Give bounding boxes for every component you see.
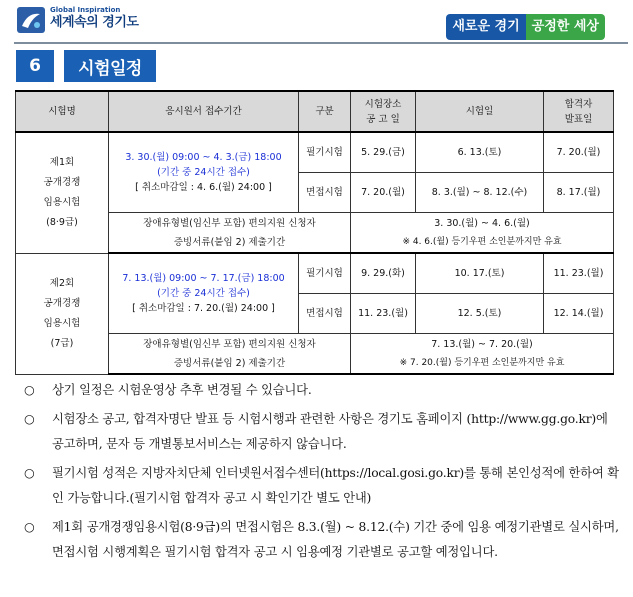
exam2-name-cell [16,253,109,374]
exam2-support-period-cell [351,334,614,375]
exam1-support-note: ※ 4. 6.(월) 등기우편 소인분까지만 유효 [402,236,562,247]
exam2-period-main: 7. 13.(월) 09:00 ~ 7. 17.(금) 18:00 [122,273,285,284]
exam2-interview-date: 12. 5.(토) [416,294,544,334]
exam1-interview-type: 면접시험 [299,173,351,213]
note-text: 시험장소 공고, 합격자명단 발표 등 시험시행과 관련한 사항은 경기도 홈페이지 (http://www.gg.go.kr)에 공고하며, 문자 등 개별통보서비스는 제공하지 않습니다. [52,412,608,451]
slogan-part-2: 공정한 세상 [526,14,605,40]
exam2-support-line2: 증빙서류(붙임 2) 제출기간 [173,357,286,369]
exam1-name-line: (8·9급) [46,216,78,228]
exam1-period-cell [109,132,299,213]
exam2-cancel-deadline: [ 취소마감일 : 7. 20.(월) 24:00 ] [132,303,275,314]
bullet-icon: ○ [24,520,35,534]
exam1-interview-date: 8. 3.(월) ~ 8. 12.(수) [416,173,544,213]
note-text: 제1회 공개경쟁임용시험(8·9급)의 면접시험은 8.3.(월) ~ 8.12.(수) 기간 중에 임용 예정기관별로 실시하며, 면접시험 시행계획은 필기시험 합격자 공고 시 임용예정 기관별로 공고할 예정입니다. [52,520,619,559]
note-text: 상기 일정은 시험운영상 추후 변경될 수 있습니다. [52,383,312,397]
exam-schedule-table [15,90,614,375]
gyeonggi-logo-icon [16,6,46,34]
exam2-interview-venue: 11. 23.(월) [351,294,416,334]
exam2-support-note: ※ 7. 20.(월) 등기우편 소인분까지만 유효 [399,357,565,368]
list-item [20,378,620,403]
header-exam-date: 시험일 [416,91,544,132]
header-result-line2: 발표일 [564,113,593,125]
header-exam-name: 시험명 [16,91,109,132]
exam1-written-venue: 5. 29.(금) [351,132,416,173]
header-type: 구분 [299,91,351,132]
list-item [20,407,620,457]
note-text: 필기시험 성적은 지방자치단체 인터넷원서접수센터(https://local.gosi.go.kr)를 통해 본인성적에 한하여 확인 가능합니다.(필기시험 합격자 공고 시 확인기간 별도 안내) [52,466,619,505]
list-item [20,515,620,565]
bullet-icon: ○ [24,383,35,397]
header-result-line1: 합격자 [564,98,593,110]
bullet-icon: ○ [24,466,35,480]
exam1-period-sub: (기간 중 24시간 접수) [157,167,250,178]
logo-name: 세계속의 경기도 [50,15,139,30]
header-venue-announcement [351,91,416,132]
exam1-name-line: 제1회 [49,156,75,168]
exam2-support-label [109,334,351,375]
header-application-period: 응시원서 접수기간 [109,91,299,132]
logo-text [50,6,138,31]
exam1-support-label [109,213,351,254]
notes-list [20,378,620,569]
section-number: 6 [16,50,54,82]
exam2-name-line: (7급) [50,337,74,349]
exam1-support-line2: 증빙서류(붙임 2) 제출기간 [173,236,286,248]
exam2-support-line1: 장애유형별(임신부 포함) 편의지원 신청자 [143,338,316,350]
header-venue-line1: 시험장소 [364,98,402,110]
exam2-name-line: 공개경쟁 [43,297,81,309]
table-header-row [16,91,614,132]
exam1-interview-result: 8. 17.(월) [544,173,614,213]
exam1-name-cell [16,132,109,253]
exam2-written-date: 10. 17.(토) [416,253,544,294]
exam1-support-period: 3. 30.(월) ~ 4. 6.(월) [434,217,530,229]
exam2-interview-result: 12. 14.(월) [544,294,614,334]
exam1-name-line: 임용시험 [43,196,81,208]
exam1-written-result: 7. 20.(월) [544,132,614,173]
slogan-banner [446,14,605,40]
header-venue-line2: 공 고 일 [366,113,400,125]
bullet-icon: ○ [24,412,35,426]
exam2-interview-type: 면접시험 [299,294,351,334]
list-item [20,461,620,511]
header-divider [14,42,628,44]
exam1-name-line: 공개경쟁 [43,176,81,188]
exam2-support-period: 7. 13.(월) ~ 7. 20.(월) [431,338,533,350]
exam1-interview-venue: 7. 20.(월) [351,173,416,213]
exam1-support-line1: 장애유형별(임신부 포함) 편의지원 신청자 [143,217,316,229]
header-result-announcement [544,91,614,132]
exam1-period-main: 3. 30.(월) 09:00 ~ 4. 3.(금) 18:00 [125,152,282,163]
exam2-period-sub: (기간 중 24시간 접수) [157,288,250,299]
section-title: 시험일정 [64,50,156,82]
exam2-name-line: 제2회 [49,277,75,289]
slogan-part-1: 새로운 경기 [446,14,525,40]
table-row [16,253,614,294]
exam2-written-type: 필기시험 [299,253,351,294]
table-row [16,132,614,173]
exam1-written-date: 6. 13.(토) [416,132,544,173]
logo-tagline: Global Inspiration [50,6,121,14]
exam2-written-venue: 9. 29.(화) [351,253,416,294]
page-header [0,0,633,40]
exam2-period-cell [109,253,299,334]
exam1-written-type: 필기시험 [299,132,351,173]
exam2-written-result: 11. 23.(월) [544,253,614,294]
exam2-name-line: 임용시험 [43,317,81,329]
exam1-cancel-deadline: [ 취소마감일 : 4. 6.(월) 24:00 ] [135,182,272,193]
exam1-support-period-cell [351,213,614,254]
